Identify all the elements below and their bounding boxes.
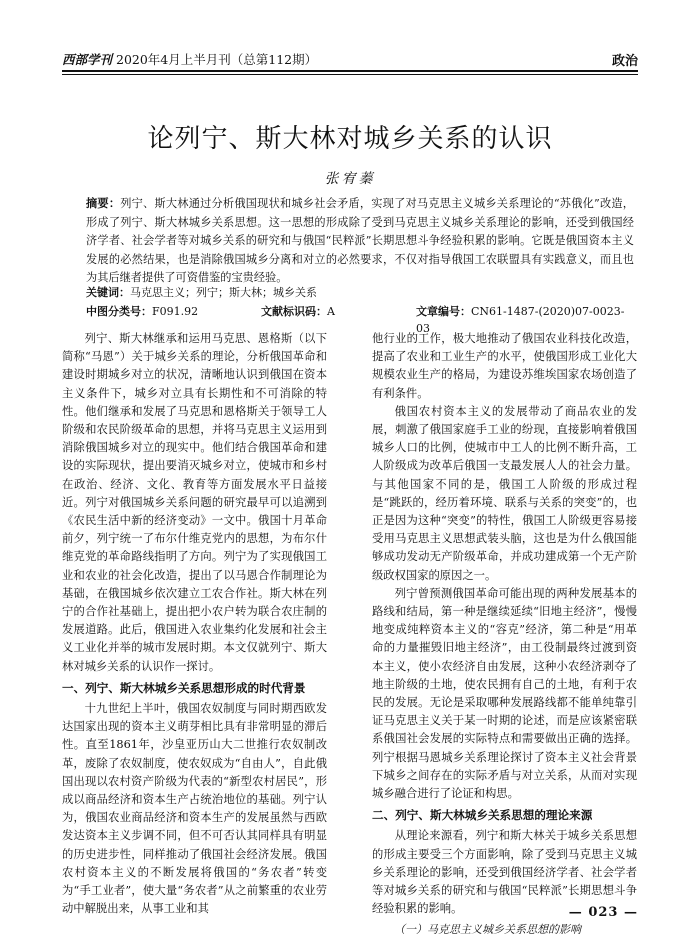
abstract-label: 摘要： [86,196,121,210]
doc-code [261,303,335,320]
keywords-label: 关键词： [86,286,130,299]
paragraph-paths: 列宁曾预测俄国革命可能出现的两种发展基本的路线和结局，第一种是继续延续“旧地主经济”，慢慢地变成纯粹资本主义的“容克”经济，第二种是“用革命的力量摧毁旧地主经济”，由工役制最终过渡到资本主义，使小农经济自由发展，这种小农经济剥夺了地主阶级的土地，使农民拥有自己的土地，有利于农民的发展。无论是采取哪种发展路线都不能单纯靠引证马克思主义关于某一时期的论述，而是应该紧密联系俄国社会发展的实际特点和需要做出正确的选择。列宁根据马恩城乡关系理论探讨了资本主义社会背景下城乡之间存在的实际矛盾与对立关系，从而对实现城乡融合进行了论证和构思。 [372,586,637,801]
subsection-heading: （一）马克思主义城乡关系思想的影响 [394,922,581,936]
section-heading-2: 二、列宁、斯大林城乡关系思想的理论来源 [372,808,593,823]
continued-paragraph: 他行业的工作，极大地推动了俄国农业科技化改造，提高了农业和工业生产的水平，使俄国形成工业化大规模农业生产的格局，为建设苏维埃国家农场创造了有利条件。 [372,332,637,400]
article-title: 论列宁、斯大林对城乡关系的认识 [147,124,553,154]
abstract-text: 列宁、斯大林通过分析俄国现状和城乡社会矛盾，实现了对马克思主义城乡关系理论的“苏俄化”改造，形成了列宁、斯大林城乡关系思想。这一思想的形成除了受到马克思主义城乡关系理论的影响，还受到俄国经济学者、社会学者等对城乡关系的研究和与俄国“民粹派”长期思想斗争经验积累的影响。它既是俄国资本主义发展的必然结果，也是消除俄国城乡分离和对立的必然要求，不仅对指导俄国工农联盟具有实践意义，而且也为其后继者提供了可资借鉴的宝贵经验。 [86,197,634,284]
left-column [62,330,327,919]
page-number: — 023 — [568,905,638,920]
section-heading-1: 一、列宁、斯大林城乡关系思想形成的时代背景 [62,680,306,695]
issue-info: 2020年4月上半月刊（总第112期） [116,52,318,67]
classification-value: F091.92 [152,305,199,318]
header-rule-thick [62,70,638,72]
header-left [62,50,317,68]
keywords [86,284,634,301]
journal-name: 西部学刊 [62,52,113,67]
right-column [372,330,637,941]
article-id-label: 文章编号： [416,305,471,318]
abstract [86,194,634,288]
header-rule-thin [62,74,638,75]
intro-paragraph: 列宁、斯大林继承和运用马克思、恩格斯（以下简称“马恩”）关于城乡关系的理论，分析俄国革命和建设时期城乡对立的状况，清晰地认识到俄国在资本主义条件下，城乡对立具有长期性和不可消除的特性。他们继承和发展了马克思和恩格斯关于领导工人阶级和农民阶级革命的思想，并将马克思主义运用到消除俄国城乡对立的现实中。他们结合俄国革命和建设的实际现状，提出要消灭城乡对立，使城市和乡村在政治、经济、文化、教育等方面发展水平日益接近。列宁对俄国城乡关系问题的研究最早可以追溯到《农民生活中新的经济变动》一文中。俄国十月革命前夕，列宁统一了布尔什维克党内的思想，为布尔什维克党的革命路线指明了方向。列宁为了实现俄国工业和农业的社会化改造，提出了以马恩合作制理论为基础，在俄国城乡依次建立工农合作社。斯大林在列宁的合作社基础上，提出把小农户转为联合农庄制的发展道路。此后，俄国进入农业集约化发展和社会主义工业化并举的城市发展时期。本文仅就列宁、斯大林对城乡关系的认识作一探讨。 [62,332,327,673]
classification [86,303,198,320]
author-name: 张宥蓁 [324,171,376,187]
background-paragraph: 十九世纪上半叶，俄国农奴制度与同时期西欧发达国家出现的资本主义萌芽相比具有非常明显的滞后性。直至1861年，沙皇亚历山大二世推行农奴制改革，废除了农奴制度，使农奴成为“自由人”，自此俄国出现以农村资产阶级为代表的“新型农村居民”，形成以商品经济和资本生产占统治地位的基础。列宁认为，俄国农业商品经济和资本生产的发展虽然与西欧发达资本主义步调不同，但不可否认其同样具有明显的历史进步性，同样推动了俄国社会经济发展。俄国农村资本主义的不断发展将俄国的“务农者”转变为“手工业者”，使大量“务农者”从之前繁重的农业劳动中解脱出来，从事工业和其 [62,702,327,916]
section-name: 政治 [611,54,638,69]
running-header [62,48,638,70]
keywords-text: 马克思主义；列宁；斯大林；城乡关系 [130,286,317,299]
classification-label: 中图分类号： [86,305,152,318]
doc-code-label: 文献标识码： [261,305,327,318]
doc-code-value: A [327,305,335,318]
paragraph-sources: 从理论来源看，列宁和斯大林关于城乡关系思想的形成主要受三个方面影响，除了受到马克思主义城乡关系理论的影响，还受到俄国经济学者、社会学者等对城乡关系的研究和与俄国“民粹派”长期思想斗争经验积累的影响。 [372,829,637,916]
article-id-value: CN61-1487-(2020)07-0023-03 [416,305,625,335]
paragraph-workers: 俄国农村资本主义的发展带动了商品农业的发展，刺激了俄国家庭手工业的纷现，直接影响着俄国城乡人口的比例，使城市中工人的比例不断升高，工人阶级成为改革后俄国一支最发展人人的社会力量。与其他国家不同的是，俄国工人阶级的形成过程是“跳跃的，经历着环境、联系与关系的突变”的，也正是因为这种“突变”的特性，俄国工人阶级更容易接受用马克思主义思想武装头脑，这也是为什么俄国能够成功发动无产阶级革命，并成功建成第一个无产阶级政权国家的原因之一。 [372,404,637,582]
